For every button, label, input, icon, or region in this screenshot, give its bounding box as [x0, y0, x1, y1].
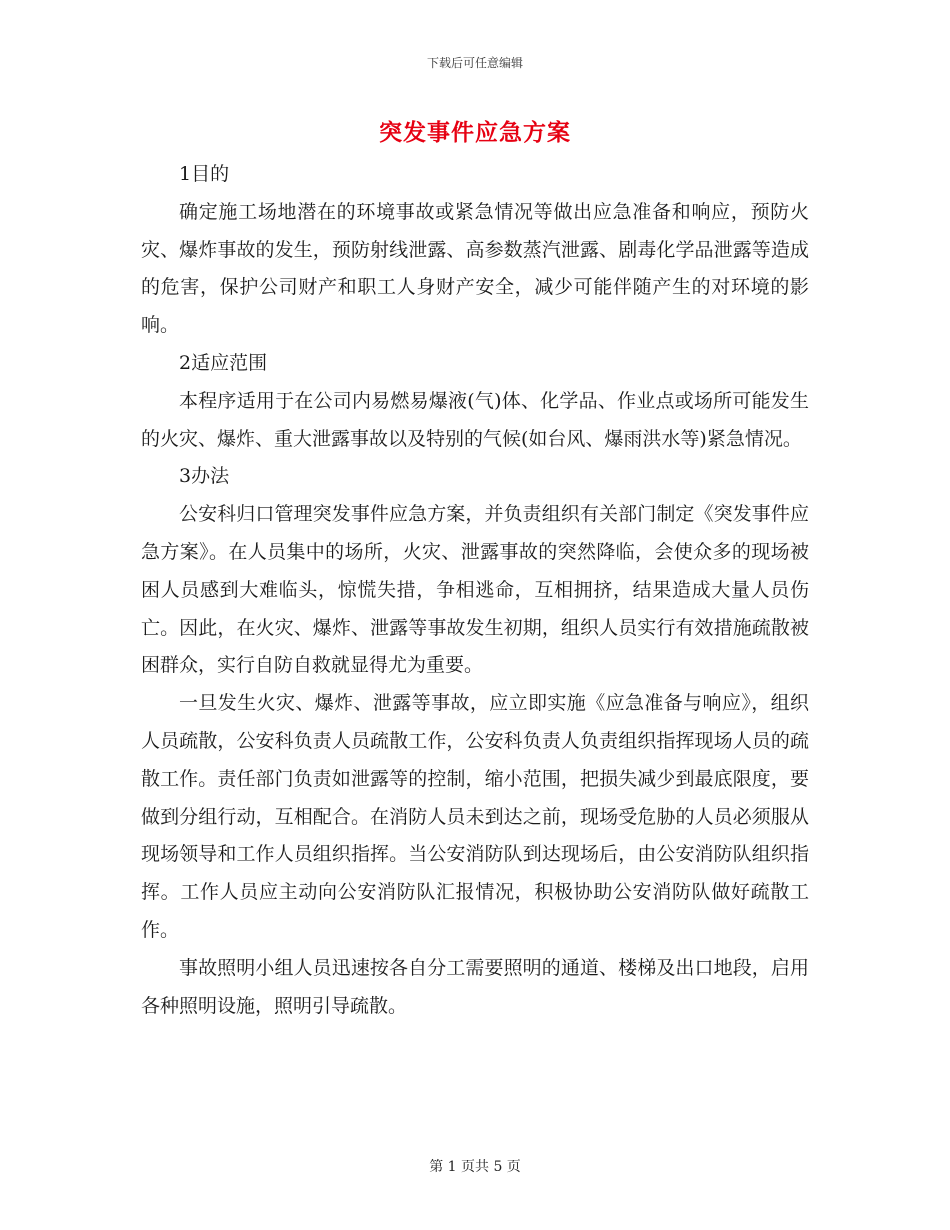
- document-body: [141, 156, 809, 1025]
- paragraph-scope: 本程序适用于在公司内易燃易爆液(气)体、化学品、作业点或场所可能发生的火灾、爆炸、重大泄露事故以及特别的气候(如台风、爆雨洪水等)紧急情况。: [141, 389, 809, 450]
- document-title: 突发事件应急方案: [379, 119, 571, 146]
- page-number: 第 1 页共 5 页: [429, 1159, 521, 1175]
- paragraph-purpose: 确定施工场地潜在的环境事故或紧急情况等做出应急准备和响应，预防火灾、爆炸事故的发生，预防射线泄露、高参数蒸汽泄露、剧毒化学品泄露等造成的危害，保护公司财产和职工人身财产安全，减少可能伴随产生的对环境的影响。: [141, 200, 809, 337]
- paragraph-method-2: 一旦发生火灾、爆炸、泄露等事故，应立即实施《应急准备与响应》，组织人员疏散，公安科负责人员疏散工作，公安科负责人负责组织指挥现场人员的疏散工作。责任部门负责如泄露等的控制，缩小范围，把损失减少到最底限度，要做到分组行动，互相配合。在消防人员未到达之前，现场受危胁的人员必须服从现场领导和工作人员组织指挥。当公安消防队到达现场后，由公安消防队组织指挥。工作人员应主动向公安消防队汇报情况，积极协助公安消防队做好疏散工作。: [141, 692, 809, 941]
- header-note: 下载后可任意编辑: [426, 56, 523, 70]
- section-heading-scope: 2适应范围: [179, 351, 268, 374]
- section-heading-method: 3办法: [179, 465, 230, 488]
- paragraph-method-1: 公安科归口管理突发事件应急方案，并负责组织有关部门制定《突发事件应急方案》。在人员集中的场所，火灾、泄露事故的突然降临，会使众多的现场被困人员感到大难临头，惊慌失措，争相逃命，互相拥挤，结果造成大量人员伤亡。因此，在火灾、爆炸、泄露等事故发生初期，组织人员实行有效措施疏散被困群众，实行自防自救就显得尤为重要。: [141, 503, 809, 677]
- paragraph-method-3: 事故照明小组人员迅速按各自分工需要照明的通道、楼梯及出口地段，启用各种照明设施，照明引导疏散。: [141, 956, 809, 1017]
- section-heading-purpose: 1目的: [179, 163, 230, 185]
